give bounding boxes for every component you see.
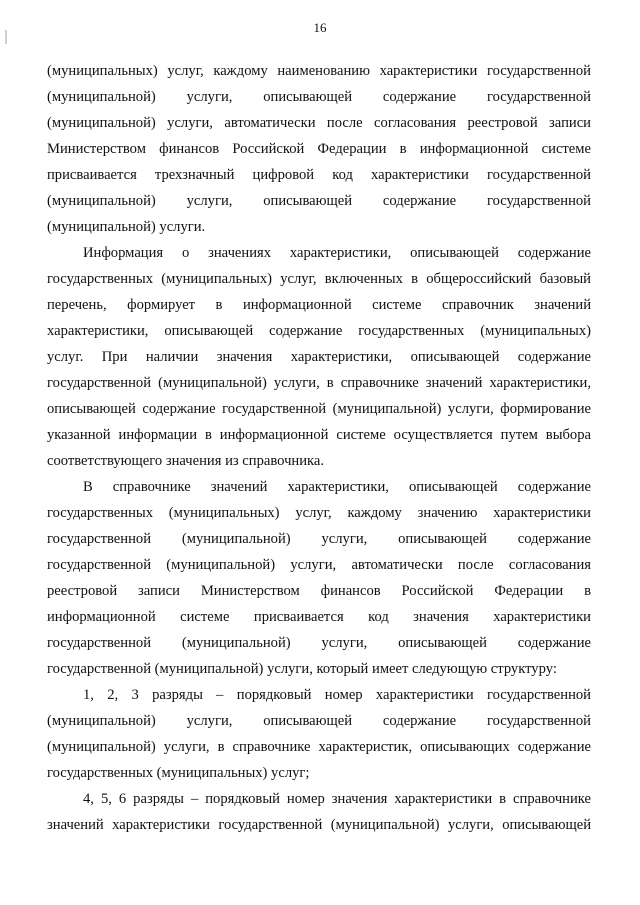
text-line: государственной (муниципальной) услуги, описывающей содержание (47, 635, 591, 651)
text-line: (муниципальной) услуги, описывающей содержание государственной (47, 193, 591, 209)
text-line: (муниципальных) услуг, каждому наименованию характеристики государственной (47, 63, 591, 79)
body-text (47, 58, 591, 838)
text-line: государственной (муниципальной) услуги, который имеет следующую структуру: (47, 661, 557, 677)
text-line: перечень, формирует в информационной системе справочник значений (47, 297, 591, 313)
paragraph-start-line: 1, 2, 3 разряды – порядковый номер характеристики государственной (83, 687, 591, 703)
text-line: государственной (муниципальной) услуги, автоматически после согласования (47, 557, 591, 573)
text-line: (муниципальной) услуги, описывающей содержание государственной (47, 713, 591, 729)
paragraph-start-line: Информация о значениях характеристики, описывающей содержание (83, 245, 591, 261)
text-line: значений характеристики государственной (муниципальной) услуги, описывающей (47, 817, 591, 833)
text-line: услуг. При наличии значения характеристики, описывающей содержание (47, 349, 591, 365)
text-line: описывающей содержание государственной (муниципальной) услуги, формирование (47, 401, 591, 417)
text-line: соответствующего значения из справочника. (47, 453, 325, 469)
text-line: государственной (муниципальной) услуги, описывающей содержание (47, 531, 591, 547)
text-line: характеристики, описывающей содержание государственных (муниципальных) (47, 323, 591, 339)
text-line: присваивается трехзначный цифровой код характеристики государственной (47, 167, 591, 183)
text-line: Министерством финансов Российской Федерации в информационной системе (47, 141, 591, 157)
text-line: информационной системе присваивается код значения характеристики (47, 609, 591, 625)
text-line: государственных (муниципальных) услуг; (47, 765, 310, 781)
text-line: (муниципальной) услуги. (47, 219, 206, 235)
text-line: государственной (муниципальной) услуги, в справочнике значений характеристики, (47, 375, 591, 391)
text-line: государственных (муниципальных) услуг, включенных в общероссийский базовый (47, 271, 591, 287)
text-line: (муниципальной) услуги, описывающей содержание государственной (47, 89, 591, 105)
text-line: реестровой записи Министерством финансов Российской Федерации в (47, 583, 591, 599)
text-line: (муниципальной) услуги, автоматически после согласования реестровой записи (47, 115, 591, 131)
paragraph-start-line: В справочнике значений характеристики, описывающей содержание (83, 479, 591, 495)
text-line: (муниципальной) услуги, в справочнике характеристик, описывающих содержание (47, 739, 591, 755)
text-line: указанной информации в информационной системе осуществляется путем выбора (47, 427, 591, 443)
page-number: 16 (313, 20, 327, 35)
text-line: государственных (муниципальных) услуг, каждому значению характеристики (47, 505, 591, 521)
paragraph-start-line: 4, 5, 6 разряды – порядковый номер значения характеристики в справочнике (83, 791, 591, 807)
